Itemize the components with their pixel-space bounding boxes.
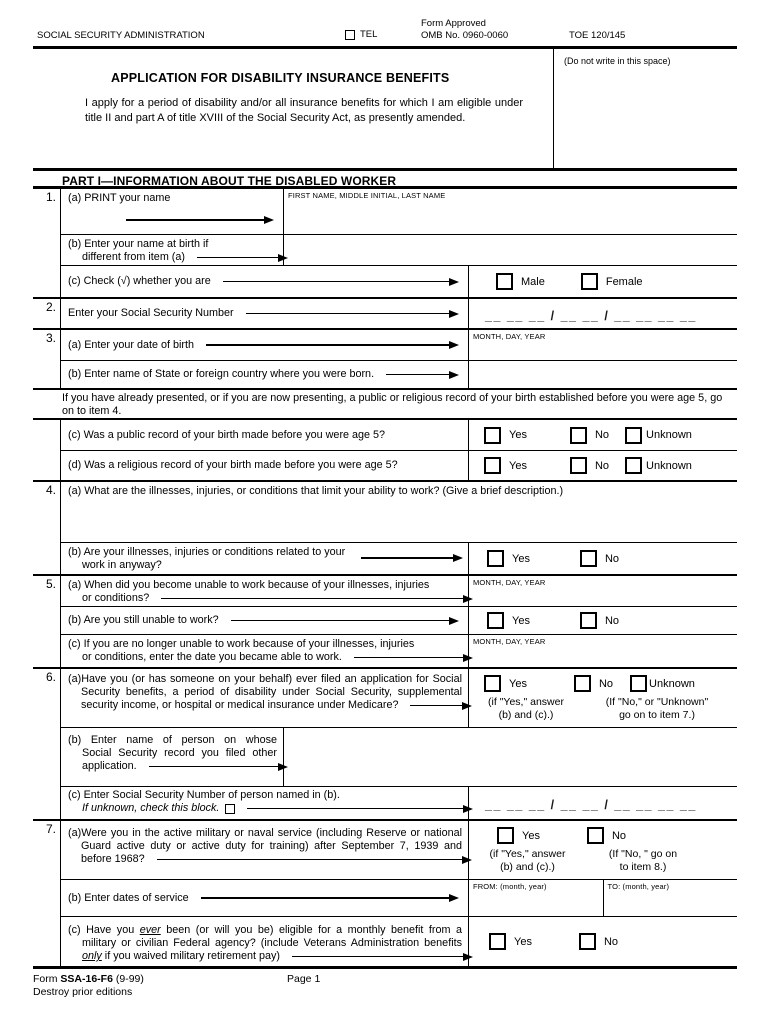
q7a-yes-note: (if "Yes," answer (b) and (c).) [489, 848, 566, 873]
yes-label: Yes [514, 935, 532, 948]
item-1 [33, 189, 737, 299]
q6a-label-line2: Security benefits, a period of disability under Social Security, supplemental [81, 686, 462, 698]
right-arrow-icon [410, 702, 472, 710]
no-label: No [604, 614, 620, 627]
q3b-label: (b) Enter name of State or foreign country where you were born. [68, 368, 375, 380]
q6c-ssn-field[interactable] [468, 787, 737, 819]
q3d-unknown-checkbox[interactable] [625, 457, 642, 474]
q3d-no-checkbox[interactable] [570, 457, 587, 474]
item-6-number: 6. [33, 669, 61, 819]
q5b-yes-checkbox[interactable] [487, 612, 504, 629]
q5a-date-field[interactable] [468, 576, 737, 606]
q7a-label-line3: before 1968? [81, 853, 145, 865]
unknown-label: Unknown [646, 459, 692, 472]
q4b-no-checkbox[interactable] [580, 550, 597, 567]
item-3-number: 3. [33, 330, 61, 388]
q6c-ssn-blanks: __ __ __ / __ __ / __ __ __ __ [485, 798, 697, 812]
q7a-no-checkbox[interactable] [587, 827, 604, 844]
birth-record-note: If you have already presented, or if you are now presenting, a public or religious record of your birth established before you were age 5, go on to item 4. [33, 390, 737, 420]
right-arrow-icon [126, 216, 274, 224]
q5b-no-checkbox[interactable] [580, 612, 597, 629]
q6c-label-line1: (c) Enter Social Security Number of person named in (b). [68, 789, 340, 801]
q4a-illness-description-field[interactable] [68, 498, 731, 536]
item-3cd [33, 420, 737, 482]
right-arrow-icon [354, 654, 473, 662]
q3b-birthplace-field[interactable] [468, 361, 737, 388]
q6b-label-line3: application. [82, 760, 137, 772]
footer-form-id: SSA-16-F6 [60, 973, 113, 985]
q6a-no-note: (If "No," or "Unknown" go on to item 7.) [605, 696, 709, 721]
tel-label: TEL [360, 29, 378, 40]
q7b-to-caption: TO: (month, year) [607, 882, 670, 891]
q5c-label-line1: (c) If you are no longer unable to work because of your illnesses, injuries [68, 638, 415, 650]
no-label: No [594, 459, 610, 472]
q6a-unknown-checkbox[interactable] [630, 675, 647, 692]
part1-heading: PART I—INFORMATION ABOUT THE DISABLED WORKER [33, 171, 737, 189]
q3a-label: (a) Enter your date of birth [68, 338, 195, 351]
item-4 [33, 482, 737, 576]
right-arrow-icon [247, 805, 473, 813]
no-label: No [611, 829, 627, 842]
right-arrow-icon [157, 856, 472, 864]
form-header [33, 0, 737, 49]
right-arrow-icon [197, 254, 288, 262]
q3a-caption: MONTH, DAY, YEAR [473, 332, 546, 341]
q5a-label-line1: (a) When did you become unable to work because of your illnesses, injuries [68, 579, 430, 591]
q7c-label-line2: military or civilian Federal agency? (include Veterans Administration benefits [82, 937, 462, 949]
q3c-no-checkbox[interactable] [570, 427, 587, 444]
form-footer [33, 973, 737, 999]
q7a-no-note: (If "No, " go on to item 8.) [608, 848, 678, 873]
item-7-number: 7. [33, 821, 61, 966]
form-approved-label: Form Approved [421, 18, 486, 29]
yes-label: Yes [509, 459, 527, 472]
footer-page-number: Page 1 [287, 973, 321, 985]
yes-label: Yes [512, 614, 530, 627]
q5a-caption: MONTH, DAY, YEAR [473, 578, 546, 587]
right-arrow-icon [206, 341, 459, 349]
item-6 [33, 669, 737, 821]
right-arrow-icon [149, 763, 288, 771]
item-2 [33, 299, 737, 330]
q6b-label-line1: (b) Enter name of person on whose [68, 734, 277, 746]
right-arrow-icon [161, 595, 473, 603]
q5a-label-line2: or conditions? [82, 592, 150, 604]
item-3 [33, 330, 737, 390]
q7c-yes-checkbox[interactable] [489, 933, 506, 950]
item-5-number: 5. [33, 576, 61, 667]
q5c-date-field[interactable] [468, 635, 737, 667]
item-2-number: 2. [33, 299, 61, 328]
q7b-from-caption: FROM: (month, year) [473, 882, 547, 891]
footer-destroy-note: Destroy prior editions [33, 986, 133, 998]
yes-label: Yes [512, 552, 530, 565]
q4b-yes-checkbox[interactable] [487, 550, 504, 567]
right-arrow-icon [361, 554, 463, 562]
q1b-birth-name-field[interactable] [283, 235, 737, 265]
q2-ssn-blanks: __ __ __ / __ __ / __ __ __ __ [485, 309, 697, 323]
q1a-name-field[interactable] [283, 189, 737, 234]
q4b-label-line1: (b) Are your illnesses, injuries or conditions related to your [68, 546, 346, 558]
q6a-yes-checkbox[interactable] [484, 675, 501, 692]
q1c-female-checkbox[interactable] [581, 273, 598, 290]
unknown-label: Unknown [646, 429, 692, 441]
q7c-ever-emphasis: ever [139, 924, 161, 936]
q1a-caption: FIRST NAME, MIDDLE INITIAL, LAST NAME [288, 191, 446, 200]
q1b-label-line1: (b) Enter your name at birth if [68, 238, 209, 250]
omb-number: OMB No. 0960-0060 [421, 30, 509, 41]
q2-ssn-field[interactable] [468, 299, 737, 328]
q3c-unknown-checkbox[interactable] [625, 427, 642, 444]
q7c-no-checkbox[interactable] [579, 933, 596, 950]
form-intro: I apply for a period of disability and/or all insurance benefits for which I am eligible under title II and part A of title XVIII of the Social Security Act, as presently amended. [85, 97, 523, 124]
q7a-label-line1: (a)Were you in the active military or naval service (including Reserve or national [68, 827, 462, 839]
q7c-only-emphasis: only [82, 950, 102, 962]
q5c-caption: MONTH, DAY, YEAR [473, 637, 546, 646]
q3c-label: (c) Was a public record of your birth made before you were age 5? [68, 428, 386, 441]
q7a-yes-checkbox[interactable] [497, 827, 514, 844]
q3d-label: (d) Was a religious record of your birth made before you were age 5? [68, 459, 398, 471]
form-title: APPLICATION FOR DISABILITY INSURANCE BENEFITS [111, 71, 450, 85]
no-label: No [598, 677, 614, 690]
q2-label: Enter your Social Security Number [68, 307, 234, 319]
q6a-label-line3: security income, or hospital or medical insurance under Medicare? [81, 699, 399, 711]
item-4-number: 4. [33, 482, 61, 574]
q6c-label-line2: If unknown, check this block. [82, 802, 220, 814]
q4a-label: (a) What are the illnesses, injuries, or conditions that limit your ability to work? (Give a brief description.) [68, 485, 564, 497]
footer-form-label: Form [33, 973, 61, 985]
no-label: No [594, 429, 610, 441]
q7b-label: (b) Enter dates of service [68, 891, 189, 904]
q1c-male-checkbox[interactable] [496, 273, 513, 290]
q4b-label-line2: work in anyway? [82, 559, 162, 571]
q1c-label: (c) Check (√) whether you are [68, 275, 211, 287]
unknown-label: Unknown [649, 677, 695, 690]
tel-checkbox[interactable] [345, 30, 355, 40]
right-arrow-icon [246, 310, 459, 318]
q5c-label-line2: or conditions, enter the date you became able to work. [82, 651, 342, 663]
q7c-label-line3: only if you waived military retirement pay) [82, 950, 281, 962]
q3c-yes-checkbox[interactable] [484, 427, 501, 444]
right-arrow-icon [292, 953, 473, 961]
q6a-label-line1: (a)Have you (or has someone on your behalf) ever filed an application for Social [68, 673, 462, 685]
female-label: Female [605, 275, 643, 288]
male-label: Male [521, 275, 545, 288]
footer-form-revision: (9-99) [112, 973, 144, 985]
yes-label: Yes [509, 677, 527, 690]
right-arrow-icon [386, 371, 459, 379]
yes-label: Yes [522, 829, 540, 842]
no-label: No [603, 935, 619, 948]
item-1-number: 1. [33, 189, 61, 297]
q6b-person-name-field[interactable] [283, 728, 737, 786]
q7a-label-line2: Guard active duty or active duty for training) after September 7, 1939 and [81, 840, 462, 852]
q6a-yes-note: (if "Yes," answer (b) and (c).) [488, 696, 564, 721]
q3a-dob-field[interactable] [468, 330, 737, 360]
q7b-to-field[interactable] [603, 880, 738, 916]
item-7 [33, 821, 737, 969]
q1a-label: (a) PRINT your name [68, 192, 171, 204]
q1b-label-line2: different from item (a) [82, 251, 186, 263]
q6a-no-checkbox[interactable] [574, 675, 591, 692]
toe-number: TOE 120/145 [569, 30, 626, 41]
do-not-write-label: (Do not write in this space) [564, 56, 671, 66]
q5b-label: (b) Are you still unable to work? [68, 614, 219, 626]
item-5 [33, 576, 737, 669]
right-arrow-icon [231, 617, 459, 625]
no-label: No [604, 552, 620, 565]
right-arrow-icon [223, 278, 459, 286]
do-not-write-space [553, 49, 737, 168]
q6b-label-line2: Social Security record you filed other [82, 747, 277, 759]
agency-name: SOCIAL SECURITY ADMINISTRATION [37, 30, 205, 41]
q6c-unknown-block-checkbox[interactable] [225, 804, 235, 814]
right-arrow-icon [201, 894, 459, 902]
q7b-from-field[interactable] [469, 880, 603, 916]
yes-label: Yes [509, 429, 527, 441]
q3d-yes-checkbox[interactable] [484, 457, 501, 474]
q7c-label-line1: (c) Have you ever been (or will you be) eligible for a monthly benefit from a [68, 924, 463, 936]
